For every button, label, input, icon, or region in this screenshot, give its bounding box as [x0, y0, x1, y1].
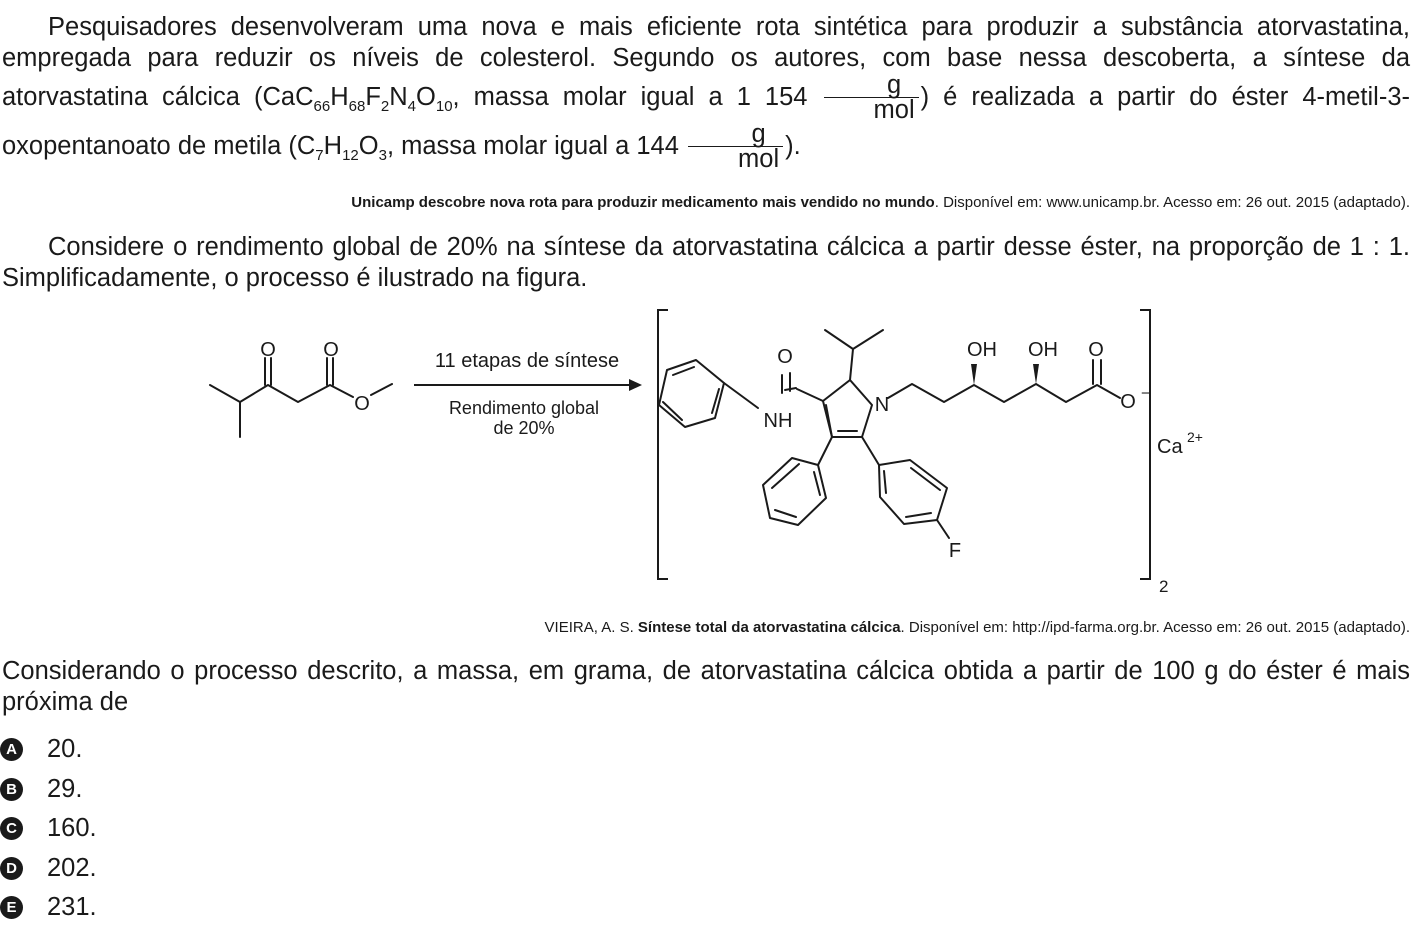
source-citation-2 — [545, 618, 1410, 638]
intro-paragraph — [2, 12, 1410, 172]
left-bracket — [658, 310, 668, 579]
option-text: 20. — [47, 734, 83, 763]
option-letter: A — [0, 738, 23, 761]
option-b[interactable] — [0, 774, 82, 804]
synthesis-figure — [0, 300, 1418, 600]
calcium-charge: 2+ — [1187, 429, 1203, 445]
ester-carbonyl-oxygen: O — [323, 339, 339, 361]
bracket-subscript: 2 — [1159, 577, 1169, 596]
formula-subscript: 12 — [342, 147, 359, 165]
formula-subscript: 7 — [315, 147, 324, 165]
wedge-bond — [1033, 364, 1039, 384]
unit-numerator: g — [688, 122, 783, 147]
intro-text-2: , massa molar igual a 1 154 — [452, 83, 822, 112]
hydroxyl-2: OH — [1028, 339, 1058, 361]
formula-element: H — [330, 83, 349, 112]
arrow-label-steps: 11 etapas de síntese — [434, 350, 620, 372]
formula-element: F — [365, 83, 381, 112]
question-text: Considerando o processo descrito, a massa, em grama, de atorvastatina cálcica obtida a partir de 100 g do éster é mais próxima de — [2, 657, 1410, 716]
formula-element: O — [416, 83, 436, 112]
anion-charge: − — [1141, 385, 1150, 402]
formula-element: CaC — [262, 83, 314, 112]
formula-subscript: 2 — [380, 98, 390, 116]
option-text: 160. — [47, 813, 97, 842]
carboxylate-anion-oxygen: O — [1120, 391, 1136, 413]
context-paragraph: Considere o rendimento global de 20% na síntese da atorvastatina cálcica a partir desse éster, na proporção de 1 : 1. Simplificadamente, o processo é ilustrado na figura. — [2, 233, 1410, 292]
formula-subscript: 4 — [407, 98, 417, 116]
formula-subscript: 10 — [435, 98, 453, 116]
source-rest: . Disponível em: http://ipd-farma.org.br. Acesso em: 26 out. 2015 (adaptado). — [900, 619, 1410, 636]
formula-element: N — [389, 83, 408, 112]
carboxylate-oxygen: O — [1088, 339, 1104, 361]
intro-text-1: Pesquisadores desenvolveram uma nova e mais eficiente rota sintética para produzir a substância atorvastatina, empregada para reduzir os níveis de colesterol. Segundo os autores, com base nessa descoberta, a síntese da atorvastatina cálcica ( — [2, 13, 1410, 112]
formula-ester — [296, 132, 387, 165]
option-d[interactable] — [0, 853, 97, 883]
ester-ketone-oxygen: O — [260, 339, 276, 361]
source-citation-1 — [351, 193, 1410, 213]
formula-subscript: 68 — [348, 98, 366, 116]
formula-element: O — [358, 132, 379, 161]
intro-text-5: ). — [785, 132, 801, 161]
formula-element: H — [323, 132, 343, 161]
source-rest: . Disponível em: www.unicamp.br. Acesso em: 26 out. 2015 (adaptado). — [934, 194, 1410, 211]
hydroxyl-1: OH — [967, 339, 997, 361]
option-letter: C — [0, 817, 23, 840]
fluorine: F — [948, 540, 962, 562]
option-c[interactable] — [0, 813, 97, 843]
formula-subscript: 66 — [313, 98, 331, 116]
option-text: 231. — [47, 892, 97, 921]
formula-subscript: 3 — [378, 147, 387, 165]
source-title: Unicamp descobre nova rota para produzir medicamento mais vendido no mundo — [351, 194, 935, 211]
option-text: 29. — [47, 774, 83, 803]
molar-mass-unit-2 — [688, 122, 783, 171]
source-title: Síntese total da atorvastatina cálcica — [637, 619, 901, 636]
reaction-arrow — [414, 379, 642, 391]
ester-ether-oxygen: O — [354, 393, 370, 415]
formula-atorvastatin — [262, 83, 453, 116]
intro-text-3: ) é realizada a partir do éster 4-metil-3-oxopentanoato de metila ( — [2, 83, 1410, 161]
calcium-ion: Ca — [1157, 436, 1183, 458]
molar-mass-unit-1 — [824, 73, 919, 122]
unit-denominator: mol — [873, 96, 915, 124]
source-author: VIEIRA, A. S. — [544, 619, 638, 636]
unit-denominator: mol — [738, 145, 780, 173]
atorvastatin-structure — [659, 330, 1120, 538]
right-bracket — [1140, 310, 1150, 579]
amide-oxygen: O — [777, 346, 793, 368]
option-letter: E — [0, 896, 23, 919]
unit-numerator: g — [824, 73, 919, 98]
option-a[interactable] — [0, 734, 82, 764]
amide-nh: NH — [763, 410, 793, 432]
option-letter: B — [0, 778, 23, 801]
option-letter: D — [0, 857, 23, 880]
formula-element: C — [296, 132, 316, 161]
option-text: 202. — [47, 853, 97, 882]
option-e[interactable] — [0, 892, 97, 922]
intro-text-4: , massa molar igual a 144 — [386, 132, 687, 161]
wedge-bond — [971, 364, 977, 385]
arrow-label-yield-1: Rendimento global — [448, 398, 600, 418]
pyrrole-nitrogen: N — [874, 394, 890, 416]
arrow-label-yield-2: de 20% — [493, 418, 555, 438]
